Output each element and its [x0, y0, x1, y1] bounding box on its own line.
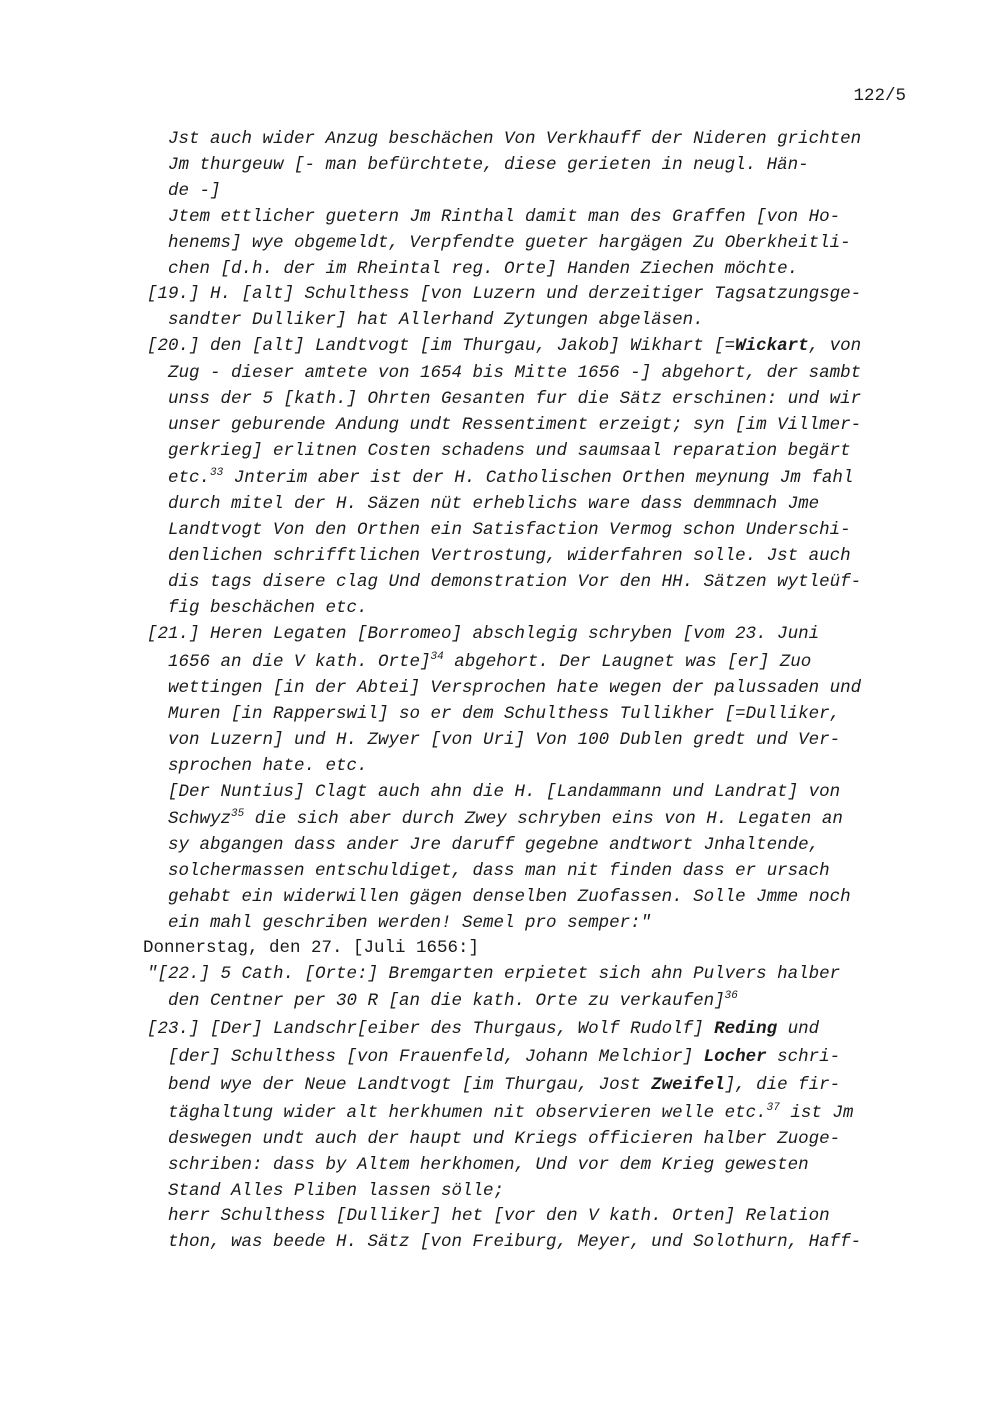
text-span: bend wye der Neue Landtvogt [im Thurgau, Jost — [168, 1075, 652, 1095]
bold-name: Locher — [703, 1047, 767, 1067]
text-line: [Der Nuntius] Clagt auch ahn die H. [Landammann und Landrat] von — [168, 782, 841, 802]
text-line: solchermassen entschuldiget, dass man nit finden dass er ursach — [168, 861, 830, 881]
text-line — [168, 1103, 853, 1123]
text-line: Stand Alles Pliben lassen sölle; — [168, 1181, 505, 1201]
text-span: ist Jm — [779, 1103, 854, 1123]
text-line: Jtem ettlicher guetern Jm Rinthal damit man des Graffen [von Ho- — [168, 207, 841, 227]
text-line: henems] wye obgemeldt, Verpfendte gueter hargägen Zu Oberkheitli- — [168, 233, 851, 253]
footnote-ref: 36 — [724, 990, 738, 1002]
text-line: Donnerstag, den 27. [Juli 1656:] — [143, 938, 480, 958]
text-line — [168, 1047, 840, 1067]
text-span: Jnterim aber ist der H. Catholischen Orthen meynung Jm fahl — [223, 468, 854, 488]
text-line: Jst auch wider Anzug beschächen Von Verkhauff der Nideren grichten — [168, 129, 862, 149]
footnote-ref: 33 — [210, 467, 224, 479]
text-line: gehabt ein widerwillen gägen denselben Zuofassen. Solle Jmme noch — [168, 887, 851, 907]
text-line: sprochen hate. etc. — [168, 756, 368, 776]
text-line — [147, 336, 861, 356]
text-line: ein mahl geschriben werden! Semel pro semper:" — [168, 913, 652, 933]
text-line: "[22.] 5 Cath. [Orte:] Bremgarten erpietet sich ahn Pulvers halber — [147, 964, 841, 984]
text-line: Landtvogt Von den Orthen ein Satisfaction Vermog schon Underschi- — [168, 520, 851, 540]
text-span: schri- — [766, 1047, 841, 1067]
text-line — [168, 809, 843, 829]
text-line: Muren [in Rapperswil] so er dem Schulthess Tullikher [=Dulliker, — [168, 704, 841, 724]
text-line: deswegen undt auch der haupt und Kriegs officieren halber Zuoge- — [168, 1129, 841, 1149]
text-span: Schwyz — [168, 809, 232, 829]
text-line: gerkrieg] erlitnen Costen schadens und saumsaal reparation begärt — [168, 441, 851, 461]
text-span: etc. — [168, 468, 211, 488]
text-line: chen [d.h. der im Rheintal reg. Orte] Handen Ziechen möchte. — [168, 259, 799, 279]
text-line: denlichen schrifftlichen Vertrostung, widerfahren solle. Jst auch — [168, 546, 851, 566]
footnote-ref: 37 — [766, 1102, 780, 1114]
text-line: herr Schulthess [Dulliker] het [vor den V kath. Orten] Relation — [168, 1206, 830, 1226]
text-line — [168, 991, 738, 1011]
text-span: ], die fir- — [724, 1075, 841, 1095]
text-span: [20.] den [alt] Landtvogt [im Thurgau, Jakob] Wikhart [= — [147, 336, 736, 356]
text-span: 1656 an die V kath. Orte] — [168, 652, 431, 672]
text-line: [21.] Heren Legaten [Borromeo] abschlegig schryben [vom 23. Juni — [147, 624, 820, 644]
text-line: sy abgangen dass ander Jre daruff gegebne andtwort Jnhaltende, — [168, 835, 820, 855]
text-line — [168, 468, 853, 488]
page-number: 122/5 — [853, 86, 906, 106]
footnote-ref: 34 — [430, 651, 444, 663]
text-line: dis tags disere clag Und demonstration Vor den HH. Sätzen wytleüf- — [168, 572, 862, 592]
text-line — [168, 652, 811, 672]
text-span: , von — [808, 336, 862, 356]
text-line: unss der 5 [kath.] Ohrten Gesanten fur die Sätz erschinen: und wir — [168, 389, 862, 409]
text-line: de -] — [168, 181, 221, 201]
text-line: Zug - dieser amtete von 1654 bis Mitte 1656 -] abgehort, der sambt — [168, 363, 862, 383]
text-line: durch mitel der H. Säzen nüt erheblichs ware dass demmnach Jme — [168, 494, 820, 514]
bold-name: Zweifel — [651, 1075, 725, 1095]
text-span: [23.] [Der] Landschr[eiber des Thurgaus, Wolf Rudolf] — [147, 1019, 715, 1039]
text-line: schriben: dass by Altem herkhomen, Und vor dem Krieg gewesten — [168, 1155, 809, 1175]
text-span: die sich aber durch Zwey schryben eins von H. Legaten an — [244, 809, 843, 829]
footnote-ref: 35 — [231, 808, 245, 820]
text-line: thon, was beede H. Sätz [von Freiburg, Meyer, und Solothurn, Haff- — [168, 1232, 862, 1252]
text-span: täghaltung wider alt herkhumen nit observieren welle etc. — [168, 1103, 767, 1123]
bold-name: Wickart — [735, 336, 809, 356]
text-line: [19.] H. [alt] Schulthess [von Luzern und derzeitiger Tagsatzungsge- — [147, 284, 862, 304]
text-span: [der] Schulthess [von Frauenfeld, Johann Melchior] — [168, 1047, 704, 1067]
text-span: und — [777, 1019, 820, 1039]
text-line: sandter Dulliker] hat Allerhand Zytungen abgeläsen. — [168, 310, 704, 330]
text-line — [168, 1075, 840, 1095]
text-line: wettingen [in der Abtei] Versprochen hate wegen der palussaden und — [168, 678, 862, 698]
text-line: unser geburende Andung undt Ressentiment erzeigt; syn [im Villmer- — [168, 415, 862, 435]
text-span: abgehort. Der Laugnet was [er] Zuo — [443, 652, 812, 672]
text-line: von Luzern] und H. Zwyer [von Uri] Von 100 Dublen gredt und Ver- — [168, 730, 841, 750]
text-line: fig beschächen etc. — [168, 598, 368, 618]
text-line — [147, 1019, 819, 1039]
text-span: den Centner per 30 R [an die kath. Orte zu verkaufen] — [168, 991, 725, 1011]
text-line: Jm thurgeuw [- man befürchtete, diese gerieten in neugl. Hän- — [168, 155, 809, 175]
bold-name: Reding — [714, 1019, 778, 1039]
